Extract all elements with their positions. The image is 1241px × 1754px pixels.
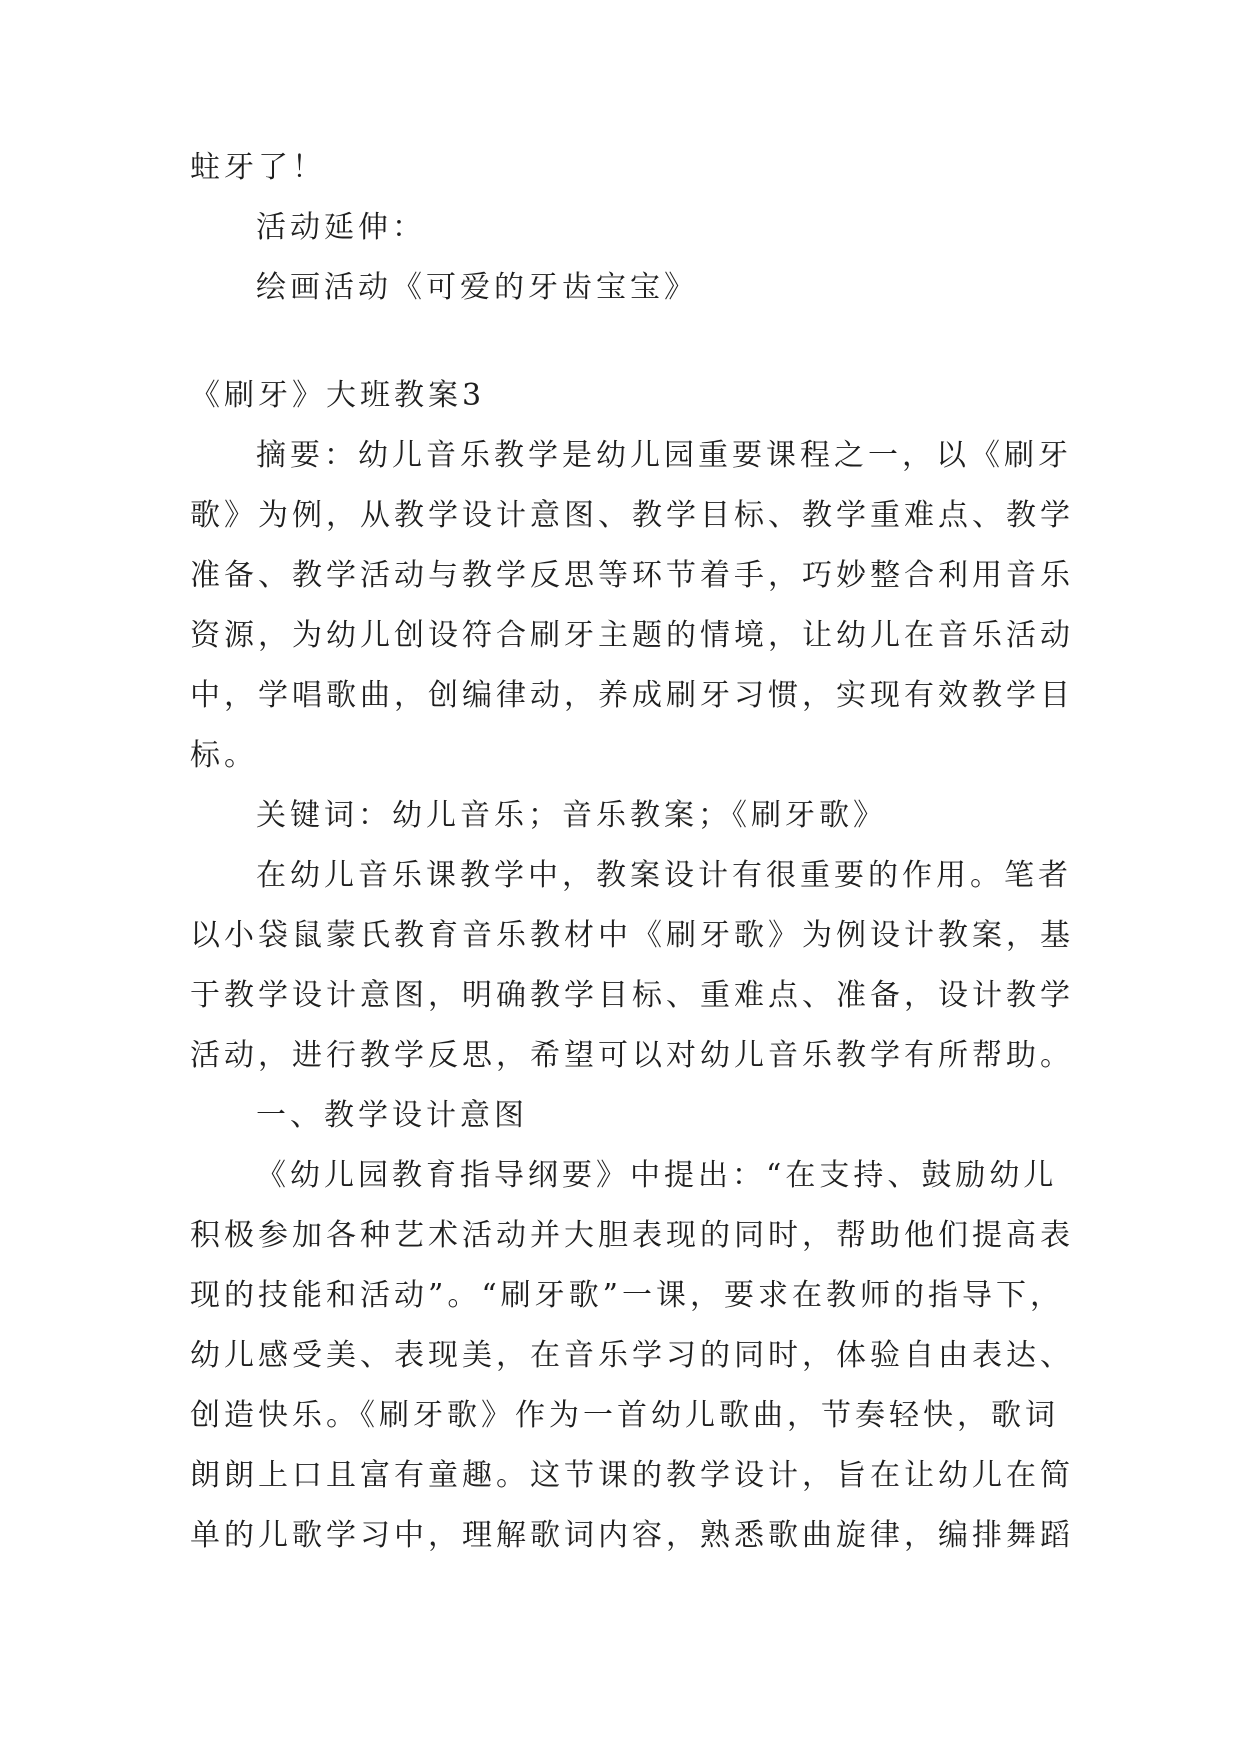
text-line: 摘要：幼儿音乐教学是幼儿园重要课程之一，以《刷牙 — [256, 438, 1072, 473]
text-line: 准备、教学活动与教学反思等环节着手，巧妙整合利用音乐 — [190, 558, 1074, 593]
text-line: 《幼儿园教育指导纲要》中提出：“在支持、鼓励幼儿 — [256, 1158, 1058, 1193]
section-label: 活动延伸： — [256, 210, 426, 245]
text-line: 中，学唱歌曲，创编律动，养成刷牙习惯，实现有效教学目 — [190, 678, 1074, 713]
text-line: 以小袋鼠蒙氏教育音乐教材中《刷牙歌》为例设计教案，基 — [190, 918, 1074, 953]
text-line: 朗朗上口且富有童趣。这节课的教学设计，旨在让幼儿在简 — [190, 1458, 1074, 1493]
section-heading: 一、教学设计意图 — [256, 1098, 528, 1133]
keywords-line: 关键词：幼儿音乐；音乐教案；《刷牙歌》 — [256, 798, 887, 833]
text-line: 于教学设计意图，明确教学目标、重难点、准备，设计教学 — [190, 978, 1074, 1013]
text-line: 单的儿歌学习中，理解歌词内容，熟悉歌曲旋律，编排舞蹈 — [190, 1518, 1074, 1553]
text-line: 活动，进行教学反思，希望可以对幼儿音乐教学有所帮助。 — [190, 1038, 1074, 1073]
text-line: 蛀牙了！ — [190, 150, 326, 185]
text-line: 歌》为例，从教学设计意图、教学目标、教学重难点、教学 — [190, 498, 1074, 533]
text-line: 标。 — [190, 738, 258, 773]
text-line: 现的技能和活动”。“刷牙歌”一课，要求在教师的指导下， — [190, 1278, 1065, 1313]
text-line: 在幼儿音乐课教学中，教案设计有很重要的作用。笔者 — [256, 858, 1072, 893]
text-line: 绘画活动《可爱的牙齿宝宝》 — [256, 270, 698, 305]
text-line: 积极参加各种艺术活动并大胆表现的同时，帮助他们提高表 — [190, 1218, 1074, 1253]
text-line: 资源，为幼儿创设符合刷牙主题的情境，让幼儿在音乐活动 — [190, 618, 1074, 653]
text-line: 创造快乐。《刷牙歌》作为一首幼儿歌曲，节奏轻快，歌词 — [190, 1398, 1059, 1433]
section-title: 《刷牙》大班教案3 — [190, 378, 486, 413]
text-line: 幼儿感受美、表现美，在音乐学习的同时，体验自由表达、 — [190, 1338, 1074, 1373]
